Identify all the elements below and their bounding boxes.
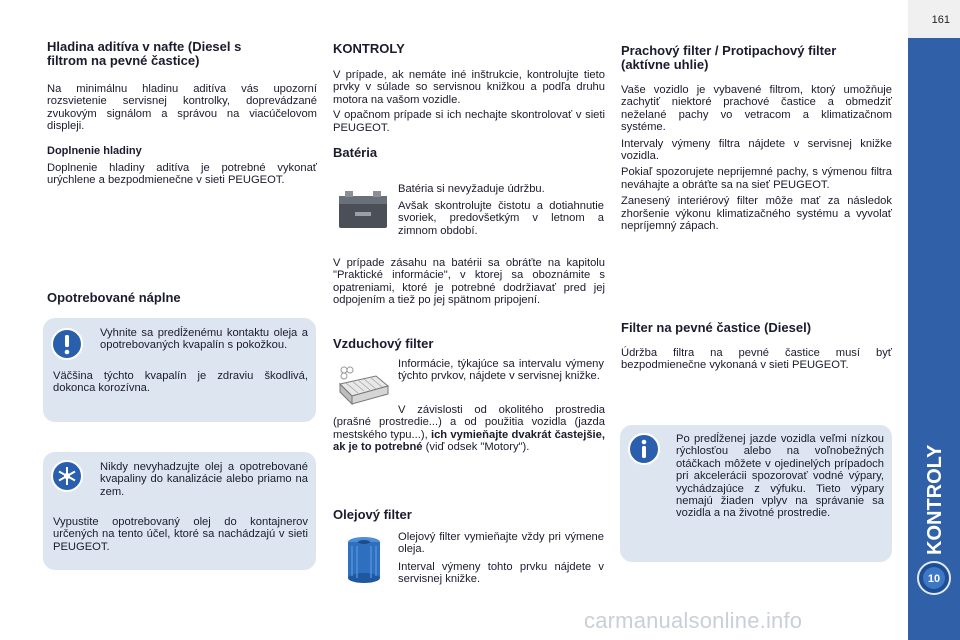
environment-note-box xyxy=(43,452,316,570)
right-column xyxy=(621,44,892,232)
additive-title: Hladina aditíva v nafte (Diesel s filtrom na pevné častice) xyxy=(47,39,242,68)
battery-title: Batéria xyxy=(333,145,378,161)
left-column xyxy=(47,39,317,305)
battery-text-2: Avšak skontrolujte čistotu a dotiahnutie svoriek, predovšetkým v letnom a zimnom období. xyxy=(398,200,604,237)
env-text-1: Nikdy nevyhadzujte olej a opotrebované kvapaliny do kanalizácie alebo priamo na zem. xyxy=(100,461,308,498)
info-text: Po predĺženej jazde vozidla veľmi nízkou rýchlosťou alebo na voľnobežných otáčkach môžete v ojedinelých prípadoch pri akcelerácii spozorovať vodné výpary, vychádzajúce z výfuku. Tieto výpary nemajú žiaden vplyv na správanie sa vozidla a na životné prostredie. xyxy=(676,433,884,520)
warning-note-box xyxy=(43,318,316,422)
additive-text: Na minimálnu hladinu aditíva vás upozorní rozsvietenie servisnej kontrolky, doprevádzané zvukovým signálom a správou na viacúčelovom displeji. xyxy=(47,83,317,133)
side-title-text: KONTROLY xyxy=(924,444,946,555)
battery-text-3: V prípade zásahu na batérii sa obráťte na kapitolu "Praktické informácie", v ktorej sa oboznámite s opatreniami, ktoré je potrebné dodržiavať pred jej odpojením a tiež po jej spätnom pripojení. xyxy=(333,257,605,307)
dpf-title: Filter na pevné častice (Diesel) xyxy=(621,320,812,335)
oil-text-1: Olejový filter vymieňajte vždy pri výmene oleja. xyxy=(398,531,604,556)
dpf-text: Údržba filtra na pevné častice musí byť bezpodmienečne vykonaná v sieti PEUGEOT. xyxy=(621,347,892,372)
refill-title: Doplnenie hladiny xyxy=(47,144,142,157)
air-text-2c: (viď odsek "Motory"). xyxy=(422,441,530,454)
pollen-text-3: Pokiaľ spozorujete neprijemné pachy, s výmenou filtra neváhajte a obráťte sa na sieť PEUGEOT. xyxy=(621,166,892,191)
pollen-filter-title: Prachový filter / Protipachový filter (aktívne uhlie) xyxy=(621,43,837,72)
chapter-badge xyxy=(916,560,952,596)
air-text-2a: V závislosti od okolitého prostredia (prašné prostredie...) a od použitia vozidla (jazda mestského typu...), xyxy=(333,404,605,441)
section-title: KONTROLY xyxy=(333,41,405,56)
oil-text-2: Interval výmeny tohto prvku nájdete v servisnej knižke. xyxy=(398,561,604,586)
used-fluids-title: Opotrebované náplne xyxy=(47,290,181,305)
battery-icon xyxy=(335,186,391,232)
exclamation-icon xyxy=(51,328,83,360)
info-icon xyxy=(628,433,660,465)
middle-column xyxy=(333,42,605,160)
air-text-2-bold: ich vymieňajte dvakrát častejšie, ak je to potrebné xyxy=(333,428,605,454)
warn-text-1: Vyhnite sa predĺženému kontaktu oleja a opotrebovaných kvapalín s pokožkou. xyxy=(100,327,308,352)
battery-text-1: Batéria si nevyžaduje údržbu. xyxy=(398,183,545,195)
page-number: 161 xyxy=(931,14,950,26)
oil-filter-icon xyxy=(344,534,384,584)
intro-2: V opačnom prípade si ich nechajte skontrolovať v sieti PEUGEOT. xyxy=(333,109,605,134)
air-text-2 xyxy=(333,404,605,454)
recycle-icon xyxy=(51,460,83,492)
env-text-2: Vypustite opotrebovaný olej do kontajnerov určených na tento účel, ktoré sa nachádzajú v sieti PEUGEOT. xyxy=(53,516,308,553)
pollen-text-4: Zanesený interiérový filter môže mať za následok zhoršenie výkonu klimatizačného systému a vyvolať nepríjemný zápach. xyxy=(621,195,892,233)
info-note-box xyxy=(620,425,892,562)
side-title xyxy=(922,415,946,555)
pollen-text-1: Vaše vozidlo je vybavené filtrom, ktorý umožňuje zachytiť niektoré prachové častice a obmedziť neželané pachy vo vetracom a klimatizačnom systéme. xyxy=(621,84,892,134)
pollen-text-2: Intervaly výmeny filtra nájdete v servisnej knižke vozidla. xyxy=(621,137,892,163)
refill-text: Doplnenie hladiny aditíva je potrebné vykonať urýchlene a bezpodmienečne v sieti PEUGEOT. xyxy=(47,161,317,187)
oil-filter-title: Olejový filter xyxy=(333,507,412,522)
intro-1: V prípade, ak nemáte iné inštrukcie, kontrolujte tieto prvky v súlade so servisnou knižkou a podľa druhu motora na vašom vozidle. xyxy=(333,69,605,106)
watermark: carmanualsonline.info xyxy=(584,608,803,633)
air-text-1: Informácie, týkajúce sa intervalu výmeny týchto prvkov, nájdete v servisnej knižke. xyxy=(398,358,604,383)
warn-text-2: Väčšina týchto kvapalín je zdraviu škodlivá, dokonca korozívna. xyxy=(53,370,308,395)
chapter-number: 10 xyxy=(927,573,941,585)
air-filter-title: Vzduchový filter xyxy=(333,336,434,351)
